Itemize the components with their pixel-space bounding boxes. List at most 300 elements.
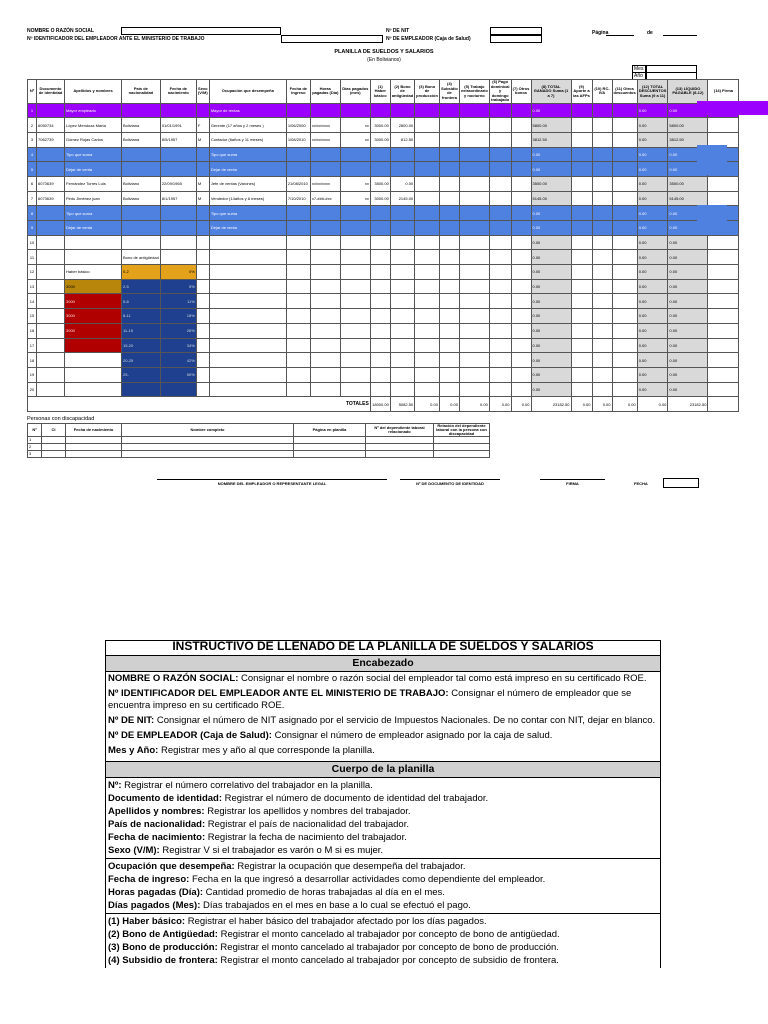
table-cell[interactable] bbox=[196, 221, 209, 236]
table-cell[interactable]: xx bbox=[340, 118, 370, 133]
table-cell[interactable] bbox=[340, 147, 370, 162]
table-cell[interactable] bbox=[459, 176, 489, 191]
table-cell[interactable]: Contador (6años y 11 meses) bbox=[209, 132, 286, 147]
table-cell[interactable] bbox=[340, 221, 370, 236]
id-empleador-field[interactable] bbox=[281, 35, 383, 43]
table-cell[interactable] bbox=[511, 250, 531, 265]
table-cell[interactable]: 22/09/1965 bbox=[160, 176, 196, 191]
table-cell[interactable] bbox=[612, 338, 637, 353]
table-cell[interactable] bbox=[592, 250, 612, 265]
table-cell[interactable] bbox=[340, 338, 370, 353]
table-cell[interactable]: 0.00 bbox=[668, 323, 708, 338]
table-cell[interactable] bbox=[286, 162, 310, 177]
table-cell[interactable] bbox=[571, 118, 592, 133]
table-cell[interactable]: 7 bbox=[28, 191, 37, 206]
table-cell[interactable]: 1/08/2010 bbox=[286, 132, 310, 147]
table-cell[interactable] bbox=[459, 206, 489, 221]
table-cell[interactable] bbox=[196, 353, 209, 368]
table-cell[interactable]: 3000 bbox=[65, 309, 122, 324]
table-cell[interactable] bbox=[489, 294, 511, 309]
table-cell[interactable] bbox=[390, 235, 414, 250]
table-cell[interactable] bbox=[415, 118, 440, 133]
table-cell[interactable] bbox=[37, 103, 65, 118]
table-cell[interactable] bbox=[390, 323, 414, 338]
table-cell[interactable] bbox=[592, 309, 612, 324]
table-cell[interactable]: 0.00 bbox=[637, 294, 668, 309]
table-cell[interactable] bbox=[37, 221, 65, 236]
table-cell[interactable] bbox=[390, 206, 414, 221]
table-cell[interactable]: 0.00 bbox=[637, 162, 668, 177]
table-cell[interactable] bbox=[286, 338, 310, 353]
table-cell[interactable] bbox=[489, 235, 511, 250]
table-cell[interactable] bbox=[286, 235, 310, 250]
table-cell[interactable]: 3000.00 bbox=[370, 191, 390, 206]
table-cell[interactable] bbox=[571, 176, 592, 191]
table-cell[interactable] bbox=[196, 235, 209, 250]
table-cell[interactable]: 7/10/2010 bbox=[286, 191, 310, 206]
table-cell[interactable] bbox=[390, 250, 414, 265]
table-cell[interactable]: Fernández Torres Luis bbox=[65, 176, 122, 191]
table-cell[interactable]: 42% bbox=[160, 353, 196, 368]
table-cell[interactable] bbox=[196, 147, 209, 162]
table-cell[interactable]: 0.00 bbox=[668, 221, 708, 236]
table-cell[interactable] bbox=[708, 265, 739, 280]
table-cell[interactable]: López Mendoza Marta bbox=[65, 118, 122, 133]
table-cell[interactable] bbox=[390, 162, 414, 177]
table-cell[interactable] bbox=[612, 309, 637, 324]
table-cell[interactable]: 812.50 bbox=[390, 132, 414, 147]
table-cell[interactable] bbox=[122, 221, 161, 236]
table-cell[interactable] bbox=[489, 367, 511, 382]
table-cell[interactable]: 3000 bbox=[65, 294, 122, 309]
table-cell[interactable]: 0.00 bbox=[637, 206, 668, 221]
table-cell[interactable] bbox=[196, 294, 209, 309]
table-cell[interactable] bbox=[286, 279, 310, 294]
table-cell[interactable]: Gómez Rojas Carlos bbox=[65, 132, 122, 147]
table-cell[interactable] bbox=[310, 367, 340, 382]
table-cell[interactable] bbox=[511, 206, 531, 221]
table-cell[interactable]: 5145.00 bbox=[668, 191, 708, 206]
table-cell[interactable]: 0.00 bbox=[637, 103, 668, 118]
table-cell[interactable] bbox=[439, 162, 459, 177]
table-cell[interactable] bbox=[415, 221, 440, 236]
table-cell[interactable] bbox=[310, 323, 340, 338]
nit-field[interactable] bbox=[490, 27, 542, 35]
table-cell[interactable]: Boliviana bbox=[122, 132, 161, 147]
table-cell[interactable] bbox=[459, 221, 489, 236]
table-cell[interactable] bbox=[209, 367, 286, 382]
table-cell[interactable] bbox=[511, 309, 531, 324]
table-cell[interactable]: F bbox=[196, 118, 209, 133]
table-cell[interactable]: 1/06/2000 bbox=[286, 118, 310, 133]
table-cell[interactable] bbox=[592, 132, 612, 147]
ci-line[interactable] bbox=[400, 479, 500, 480]
table-cell[interactable]: M bbox=[196, 176, 209, 191]
table-cell[interactable]: 9 bbox=[28, 221, 37, 236]
table-cell[interactable] bbox=[415, 162, 440, 177]
table-cell[interactable] bbox=[459, 147, 489, 162]
table-cell[interactable]: 0.00 bbox=[668, 103, 708, 118]
table-cell[interactable] bbox=[286, 323, 310, 338]
table-cell[interactable] bbox=[592, 103, 612, 118]
table-cell[interactable] bbox=[390, 265, 414, 280]
table-cell[interactable] bbox=[160, 382, 196, 397]
table-cell[interactable] bbox=[37, 353, 65, 368]
table-cell[interactable] bbox=[415, 191, 440, 206]
table-cell[interactable] bbox=[511, 191, 531, 206]
table-cell[interactable] bbox=[612, 147, 637, 162]
table-cell[interactable] bbox=[511, 176, 531, 191]
table-cell[interactable] bbox=[415, 367, 440, 382]
table-cell[interactable] bbox=[708, 338, 739, 353]
table-cell[interactable]: Tipo que suma bbox=[209, 147, 286, 162]
table-cell[interactable]: 0.00 bbox=[531, 367, 571, 382]
table-cell[interactable] bbox=[708, 235, 739, 250]
table-cell[interactable] bbox=[612, 132, 637, 147]
table-cell[interactable] bbox=[439, 118, 459, 133]
table-cell[interactable]: 3000 bbox=[65, 323, 122, 338]
table-cell[interactable] bbox=[489, 250, 511, 265]
table-cell[interactable] bbox=[66, 444, 122, 451]
table-cell[interactable]: 11% bbox=[160, 294, 196, 309]
table-cell[interactable] bbox=[65, 250, 122, 265]
table-cell[interactable]: 0.00 bbox=[637, 250, 668, 265]
table-cell[interactable] bbox=[209, 294, 286, 309]
table-cell[interactable] bbox=[390, 309, 414, 324]
table-cell[interactable] bbox=[366, 437, 434, 444]
table-cell[interactable] bbox=[340, 294, 370, 309]
table-cell[interactable] bbox=[415, 132, 440, 147]
table-cell[interactable]: Boliviano bbox=[122, 176, 161, 191]
table-cell[interactable] bbox=[592, 235, 612, 250]
table-cell[interactable]: 3000 bbox=[65, 279, 122, 294]
table-cell[interactable] bbox=[511, 103, 531, 118]
table-cell[interactable]: 0.00 bbox=[668, 147, 708, 162]
table-cell[interactable] bbox=[370, 250, 390, 265]
table-cell[interactable] bbox=[286, 367, 310, 382]
table-cell[interactable] bbox=[390, 353, 414, 368]
table-cell[interactable] bbox=[459, 323, 489, 338]
table-cell[interactable]: 2800.00 bbox=[390, 118, 414, 133]
table-cell[interactable] bbox=[708, 294, 739, 309]
table-cell[interactable]: Gerente (17 años y 2 meses ) bbox=[209, 118, 286, 133]
table-cell[interactable] bbox=[286, 147, 310, 162]
table-cell[interactable]: 15-20 bbox=[122, 338, 161, 353]
empleador-caja-field[interactable] bbox=[490, 35, 542, 43]
table-cell[interactable] bbox=[571, 265, 592, 280]
table-cell[interactable] bbox=[489, 265, 511, 280]
table-cell[interactable]: 2 bbox=[28, 444, 42, 451]
table-cell[interactable]: 15 bbox=[28, 309, 37, 324]
table-cell[interactable] bbox=[415, 323, 440, 338]
table-cell[interactable] bbox=[571, 132, 592, 147]
table-cell[interactable] bbox=[459, 353, 489, 368]
table-cell[interactable] bbox=[160, 147, 196, 162]
table-cell[interactable] bbox=[160, 162, 196, 177]
table-cell[interactable] bbox=[439, 191, 459, 206]
table-cell[interactable] bbox=[415, 279, 440, 294]
table-cell[interactable]: 0.00 bbox=[637, 367, 668, 382]
table-cell[interactable]: 0.00 bbox=[668, 353, 708, 368]
table-cell[interactable] bbox=[415, 309, 440, 324]
table-cell[interactable] bbox=[390, 221, 414, 236]
table-cell[interactable]: 18 bbox=[28, 353, 37, 368]
table-cell[interactable]: 5800.00 bbox=[668, 118, 708, 133]
table-cell[interactable] bbox=[310, 235, 340, 250]
table-cell[interactable] bbox=[340, 382, 370, 397]
table-cell[interactable]: xx/xx/xxxx bbox=[310, 176, 340, 191]
table-cell[interactable] bbox=[209, 338, 286, 353]
table-cell[interactable] bbox=[439, 294, 459, 309]
table-cell[interactable] bbox=[571, 294, 592, 309]
table-cell[interactable]: Vendedor (14años y 8 meses) bbox=[209, 191, 286, 206]
table-cell[interactable]: 0.00 bbox=[637, 235, 668, 250]
table-cell[interactable] bbox=[612, 162, 637, 177]
table-cell[interactable] bbox=[196, 382, 209, 397]
table-cell[interactable] bbox=[122, 437, 294, 444]
table-cell[interactable] bbox=[511, 382, 531, 397]
table-cell[interactable] bbox=[708, 353, 739, 368]
table-cell[interactable]: 0.00 bbox=[637, 191, 668, 206]
table-cell[interactable]: 2-5 bbox=[122, 279, 161, 294]
table-cell[interactable]: 3500.00 bbox=[370, 176, 390, 191]
table-cell[interactable] bbox=[571, 250, 592, 265]
table-cell[interactable] bbox=[370, 323, 390, 338]
table-cell[interactable]: xx/xx/xxxx bbox=[310, 118, 340, 133]
table-cell[interactable]: 10 bbox=[28, 235, 37, 250]
table-cell[interactable] bbox=[571, 279, 592, 294]
table-cell[interactable] bbox=[571, 382, 592, 397]
table-cell[interactable]: 5-8 bbox=[122, 294, 161, 309]
table-cell[interactable] bbox=[196, 103, 209, 118]
table-cell[interactable]: Dejar de venta bbox=[65, 162, 122, 177]
table-cell[interactable] bbox=[209, 323, 286, 338]
table-cell[interactable]: Jefe de ventas (Varones) bbox=[209, 176, 286, 191]
table-cell[interactable] bbox=[65, 235, 122, 250]
table-cell[interactable] bbox=[489, 382, 511, 397]
rep-legal-line[interactable] bbox=[157, 479, 387, 480]
table-cell[interactable] bbox=[439, 250, 459, 265]
pagina-field[interactable] bbox=[606, 29, 634, 36]
table-cell[interactable] bbox=[439, 103, 459, 118]
table-cell[interactable] bbox=[708, 250, 739, 265]
table-cell[interactable] bbox=[511, 147, 531, 162]
table-cell[interactable] bbox=[310, 147, 340, 162]
table-cell[interactable] bbox=[310, 294, 340, 309]
table-cell[interactable] bbox=[489, 103, 511, 118]
table-cell[interactable]: Tipo que suma bbox=[209, 206, 286, 221]
table-cell[interactable] bbox=[571, 367, 592, 382]
table-cell[interactable] bbox=[511, 221, 531, 236]
table-cell[interactable] bbox=[459, 250, 489, 265]
table-cell[interactable]: 0.00 bbox=[668, 279, 708, 294]
table-cell[interactable] bbox=[209, 279, 286, 294]
table-cell[interactable] bbox=[286, 221, 310, 236]
table-cell[interactable] bbox=[310, 265, 340, 280]
table-cell[interactable] bbox=[122, 382, 161, 397]
table-cell[interactable]: 0.00 bbox=[668, 367, 708, 382]
table-cell[interactable]: Dejar de venta bbox=[209, 162, 286, 177]
table-cell[interactable] bbox=[612, 191, 637, 206]
table-cell[interactable] bbox=[489, 162, 511, 177]
table-cell[interactable]: 3500.00 bbox=[531, 176, 571, 191]
table-cell[interactable]: 5145.00 bbox=[531, 191, 571, 206]
table-cell[interactable]: 3812.50 bbox=[668, 132, 708, 147]
table-cell[interactable] bbox=[612, 353, 637, 368]
table-cell[interactable] bbox=[415, 338, 440, 353]
table-cell[interactable] bbox=[42, 437, 66, 444]
table-cell[interactable] bbox=[489, 118, 511, 133]
table-cell[interactable] bbox=[459, 103, 489, 118]
table-cell[interactable] bbox=[415, 294, 440, 309]
table-cell[interactable] bbox=[459, 309, 489, 324]
table-cell[interactable] bbox=[65, 367, 122, 382]
table-cell[interactable] bbox=[310, 353, 340, 368]
table-cell[interactable] bbox=[592, 382, 612, 397]
table-cell[interactable]: 21/08/2010 bbox=[286, 176, 310, 191]
table-cell[interactable]: 6073639 bbox=[37, 176, 65, 191]
table-cell[interactable]: 3500.00 bbox=[668, 176, 708, 191]
table-cell[interactable] bbox=[310, 250, 340, 265]
table-cell[interactable] bbox=[66, 451, 122, 458]
fecha-field[interactable] bbox=[663, 478, 699, 488]
table-cell[interactable]: Bono de antigüedad bbox=[122, 250, 161, 265]
table-cell[interactable]: 0.00 bbox=[531, 265, 571, 280]
table-cell[interactable]: 0.00 bbox=[531, 235, 571, 250]
table-cell[interactable]: 0.00 bbox=[668, 250, 708, 265]
table-cell[interactable] bbox=[592, 176, 612, 191]
table-cell[interactable]: 8/5/1957 bbox=[160, 132, 196, 147]
table-cell[interactable] bbox=[122, 451, 294, 458]
table-cell[interactable]: Dejar de venta bbox=[209, 221, 286, 236]
table-cell[interactable] bbox=[209, 235, 286, 250]
table-cell[interactable]: 0.00 bbox=[637, 118, 668, 133]
table-cell[interactable] bbox=[310, 103, 340, 118]
table-cell[interactable] bbox=[122, 162, 161, 177]
table-cell[interactable] bbox=[390, 103, 414, 118]
table-cell[interactable] bbox=[489, 338, 511, 353]
table-cell[interactable]: 14 bbox=[28, 294, 37, 309]
table-cell[interactable] bbox=[390, 294, 414, 309]
table-cell[interactable] bbox=[37, 323, 65, 338]
table-cell[interactable] bbox=[310, 309, 340, 324]
table-cell[interactable]: 0.00 bbox=[531, 338, 571, 353]
table-cell[interactable] bbox=[511, 132, 531, 147]
table-cell[interactable] bbox=[370, 382, 390, 397]
table-cell[interactable]: 0.00 bbox=[531, 103, 571, 118]
table-cell[interactable]: 0.00 bbox=[390, 176, 414, 191]
table-cell[interactable] bbox=[439, 279, 459, 294]
table-cell[interactable] bbox=[370, 309, 390, 324]
table-cell[interactable]: 0.00 bbox=[531, 147, 571, 162]
table-cell[interactable] bbox=[196, 338, 209, 353]
table-cell[interactable] bbox=[37, 147, 65, 162]
table-cell[interactable]: xx bbox=[340, 132, 370, 147]
paginas-total-field[interactable] bbox=[663, 29, 697, 36]
table-cell[interactable] bbox=[439, 206, 459, 221]
table-cell[interactable]: M bbox=[196, 191, 209, 206]
table-cell[interactable] bbox=[489, 279, 511, 294]
table-cell[interactable] bbox=[286, 294, 310, 309]
table-cell[interactable] bbox=[571, 338, 592, 353]
table-cell[interactable]: 7062739 bbox=[37, 132, 65, 147]
table-cell[interactable]: Boliviana bbox=[122, 118, 161, 133]
table-cell[interactable] bbox=[286, 382, 310, 397]
table-cell[interactable] bbox=[209, 265, 286, 280]
table-cell[interactable] bbox=[592, 323, 612, 338]
table-cell[interactable] bbox=[310, 382, 340, 397]
table-cell[interactable] bbox=[390, 367, 414, 382]
table-cell[interactable]: x7-###-#xx bbox=[310, 191, 340, 206]
table-cell[interactable] bbox=[310, 221, 340, 236]
table-cell[interactable] bbox=[439, 367, 459, 382]
table-cell[interactable] bbox=[340, 279, 370, 294]
table-cell[interactable]: 11-15 bbox=[122, 323, 161, 338]
table-cell[interactable] bbox=[592, 191, 612, 206]
table-cell[interactable] bbox=[286, 206, 310, 221]
table-cell[interactable]: 1 bbox=[28, 437, 42, 444]
table-cell[interactable] bbox=[340, 250, 370, 265]
table-cell[interactable]: 0-2 bbox=[122, 265, 161, 280]
table-cell[interactable] bbox=[366, 451, 434, 458]
table-cell[interactable]: 6050734 bbox=[37, 118, 65, 133]
table-cell[interactable] bbox=[439, 176, 459, 191]
table-cell[interactable]: 01/01/1991 bbox=[160, 118, 196, 133]
table-cell[interactable]: 2145.00 bbox=[390, 191, 414, 206]
table-cell[interactable] bbox=[459, 162, 489, 177]
table-cell[interactable] bbox=[439, 382, 459, 397]
table-cell[interactable]: Boliviano bbox=[122, 191, 161, 206]
table-cell[interactable]: 0.00 bbox=[531, 382, 571, 397]
table-cell[interactable]: Haber básico bbox=[65, 265, 122, 280]
table-cell[interactable] bbox=[459, 191, 489, 206]
table-cell[interactable] bbox=[37, 382, 65, 397]
table-cell[interactable] bbox=[489, 309, 511, 324]
firma-line[interactable] bbox=[540, 479, 605, 480]
table-cell[interactable] bbox=[390, 382, 414, 397]
table-cell[interactable] bbox=[489, 176, 511, 191]
table-cell[interactable]: 0.00 bbox=[531, 294, 571, 309]
table-cell[interactable] bbox=[37, 206, 65, 221]
table-cell[interactable] bbox=[65, 353, 122, 368]
table-cell[interactable]: Pinto Jiménez juan bbox=[65, 191, 122, 206]
table-cell[interactable]: 13 bbox=[28, 279, 37, 294]
table-cell[interactable]: Mayor de rentas bbox=[209, 103, 286, 118]
table-cell[interactable]: 8/1/1957 bbox=[160, 191, 196, 206]
table-cell[interactable]: 3 bbox=[28, 451, 42, 458]
table-cell[interactable] bbox=[209, 382, 286, 397]
table-cell[interactable] bbox=[511, 235, 531, 250]
table-cell[interactable]: 0.00 bbox=[668, 206, 708, 221]
table-cell[interactable] bbox=[612, 118, 637, 133]
table-cell[interactable] bbox=[370, 103, 390, 118]
table-cell[interactable] bbox=[708, 382, 739, 397]
table-cell[interactable] bbox=[708, 367, 739, 382]
table-cell[interactable]: 17 bbox=[28, 338, 37, 353]
table-cell[interactable]: 20-25 bbox=[122, 353, 161, 368]
table-cell[interactable] bbox=[489, 147, 511, 162]
table-cell[interactable] bbox=[511, 353, 531, 368]
table-cell[interactable]: 25- bbox=[122, 367, 161, 382]
table-cell[interactable] bbox=[415, 206, 440, 221]
table-cell[interactable] bbox=[592, 338, 612, 353]
table-cell[interactable]: 0.00 bbox=[668, 382, 708, 397]
table-cell[interactable]: 0.00 bbox=[531, 221, 571, 236]
table-cell[interactable] bbox=[160, 250, 196, 265]
table-cell[interactable] bbox=[415, 235, 440, 250]
table-cell[interactable]: 0.00 bbox=[531, 279, 571, 294]
table-cell[interactable] bbox=[592, 221, 612, 236]
